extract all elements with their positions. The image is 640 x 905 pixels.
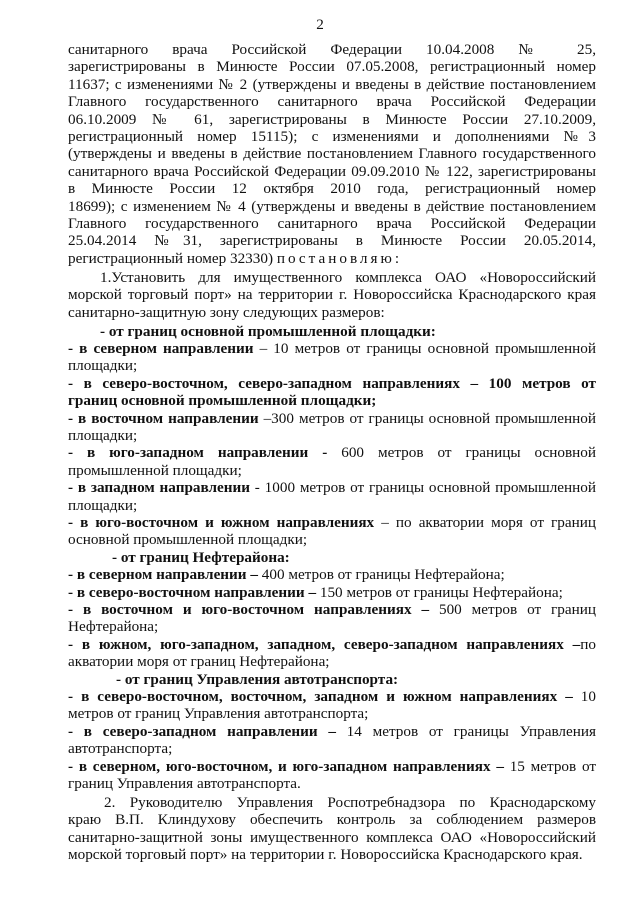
main-site-section bbox=[68, 323, 596, 549]
list-item-continuation: метров от границ Управления автотранспорта; bbox=[68, 705, 369, 723]
text-line: 2. Руководителю Управления Роспотребнадзора по Краснодарскому bbox=[104, 793, 596, 811]
text-line: морской торговый порт» на территории г. Новороссийска Краснодарского края bbox=[68, 286, 596, 304]
list-item: - в северном направлении – 10 метров от границы основной промышленной bbox=[68, 339, 596, 357]
list-item: - в юго-западном направлении - 600 метров от границы основной bbox=[68, 444, 596, 462]
list-item-continuation: площадки; bbox=[68, 357, 138, 375]
section-heading: - от границ Нефтерайона: bbox=[112, 548, 290, 566]
list-item-continuation: границ основной промышленной площадки; bbox=[68, 392, 377, 410]
list-item: - в восточном направлении –300 метров от границы основной промышленной bbox=[68, 409, 596, 427]
list-item: - в южном, юго-западном, западном, северо-западном направлениях –по bbox=[68, 635, 596, 653]
text-line bbox=[68, 250, 596, 267]
list-item: - в северо-восточном направлении – 150 метров от границы Нефтерайона; bbox=[68, 583, 563, 601]
list-item-continuation: площадки; bbox=[68, 496, 138, 514]
list-item-continuation: Нефтерайона; bbox=[68, 618, 159, 636]
text-line: 06.10.2009 № 61, зарегистрированы в Минюсте России 27.10.2009, bbox=[68, 110, 596, 128]
text-line-start: регистрационный номер 32330) bbox=[68, 249, 274, 267]
text-line: морской торговый порт» на территории г. Новороссийска Краснодарского края. bbox=[68, 846, 583, 864]
text-line: санитарного врача Российской Федерации 10.04.2008 № 25, bbox=[68, 41, 596, 58]
list-item: - в северном направлении – 400 метров от границы Нефтерайона; bbox=[68, 566, 505, 584]
list-item: - в западном направлении - 1000 метров от границы основной промышленной bbox=[68, 479, 596, 497]
item-1-paragraph bbox=[68, 269, 596, 321]
list-item-continuation: автотранспорта; bbox=[68, 740, 173, 758]
text-line: (утверждены и введены в действие постановлением Главного государственного bbox=[68, 145, 596, 163]
page-number: 2 bbox=[316, 16, 324, 33]
list-item: - в северо-западном направлении – 14 метров от границы Управления bbox=[68, 722, 596, 740]
text-line: 25.04.2014 №31, зарегистрированы в Минюсте России 20.05.2014, bbox=[68, 232, 596, 250]
text-line: Главного государственного санитарного врача Российской Федерации bbox=[68, 215, 596, 233]
list-item-continuation: границ Управления автотранспорта. bbox=[68, 775, 301, 793]
text-line: Главного государственного санитарного врача Российской Федерации bbox=[68, 93, 596, 111]
decree-word: постановляю: bbox=[276, 249, 403, 267]
list-item: - в северо-восточном, северо-западном направлениях – 100 метров от bbox=[68, 374, 596, 392]
list-item: - в юго-восточном и южном направлениях – по акватории моря от границ bbox=[68, 513, 596, 531]
list-item: - в северо-восточном, восточном, западном и южном направлениях – 10 bbox=[68, 688, 596, 706]
text-line: санитарного врача Российской Федерации 09.09.2010 № 122, зарегистрированы bbox=[68, 162, 596, 180]
oil-terminal-section bbox=[68, 549, 596, 671]
list-item-continuation: промышленной площадки; bbox=[68, 461, 242, 479]
list-item-continuation: основной промышленной площадки; bbox=[68, 531, 308, 549]
list-item: - в северном, юго-восточном, и юго-западном направлениях – 15 метров от bbox=[68, 757, 596, 775]
text-line: в Минюсте России 12 октября 2010 года, регистрационный номер bbox=[68, 180, 596, 198]
text-line: регистрационный номер 15115); с изменениями и дополнениями №3 bbox=[68, 128, 596, 146]
item-2-paragraph bbox=[68, 794, 596, 864]
document-body bbox=[68, 41, 596, 864]
transport-section bbox=[68, 671, 596, 793]
text-line: 18699); с изменением № 4 (утверждены и введены в действие постановлением bbox=[68, 197, 596, 215]
text-line: 1.Установить для имущественного комплекса ОАО «Новороссийский bbox=[100, 268, 596, 286]
list-item-continuation: площадки; bbox=[68, 426, 138, 444]
text-line: краю В.П. Клиндухову обеспечить контроль за соблюдением размеров bbox=[68, 811, 596, 829]
text-line: 11637; с изменениями № 2 (утверждены и введены в действие постановлением bbox=[68, 75, 596, 93]
list-item-continuation: акватории моря от границ Нефтерайона; bbox=[68, 653, 330, 671]
text-line: зарегистрированы в Минюсте России 07.05.2008, регистрационный номер bbox=[68, 58, 596, 76]
intro-paragraph bbox=[68, 41, 596, 267]
section-heading: - от границ основной промышленной площадки: bbox=[100, 322, 436, 340]
text-line: санитарно-защитную зону следующих размеров: bbox=[68, 303, 385, 321]
list-item: - в восточном и юго-восточном направлениях – 500 метров от границ bbox=[68, 601, 596, 618]
text-line: санитарно-защитной зоны имущественного комплекса ОАО «Новороссийский bbox=[68, 828, 596, 846]
section-heading: - от границ Управления автотранспорта: bbox=[116, 670, 399, 688]
